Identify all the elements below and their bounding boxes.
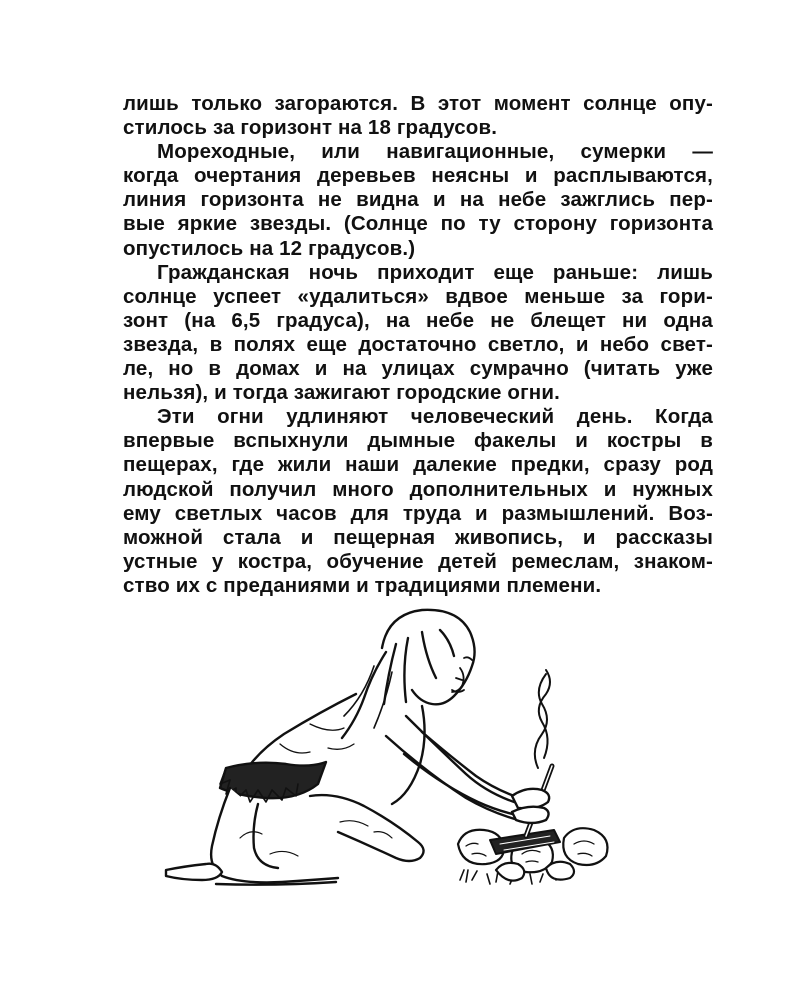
text-line: можной стала и пещерная живопись, и рассказы bbox=[123, 525, 713, 549]
text-line: устные у костра, обучение детей ремеслам, знаком- bbox=[123, 549, 713, 573]
text-line: впервые вспыхнули дымные факелы и костры в bbox=[123, 429, 713, 453]
text-line: нельзя), и тогда зажигают городские огни. bbox=[123, 381, 560, 405]
text-line: солнце успеет «удалиться» вдвое меньше за гори- bbox=[123, 284, 713, 308]
text-line: ле, но в домах и на улицах сумрачно (читать уже bbox=[123, 357, 713, 381]
text-line: ство их с преданиями и традициями племени. bbox=[123, 573, 602, 597]
caveman-making-fire-illustration bbox=[160, 608, 640, 898]
text-line: звезда, в полях еще достаточно светло, и небо свет- bbox=[123, 332, 713, 356]
text-line: людской получил много дополнительных и нужных bbox=[123, 477, 713, 501]
text-line: стилось за горизонт на 18 градусов. bbox=[123, 116, 498, 140]
text-line: когда очертания деревьев неясны и расплываются, bbox=[123, 164, 713, 188]
body-text bbox=[123, 92, 713, 598]
text-line: линия горизонта не видна и на небе зажглись пер- bbox=[123, 188, 713, 212]
text-line: вые яркие звезды. (Солнце по ту сторону горизонта bbox=[123, 212, 713, 236]
text-line: опустилось на 12 градусов.) bbox=[123, 236, 416, 260]
text-line: зонт (на 6,5 градуса), на небе не блещет ни одна bbox=[123, 308, 713, 332]
text-line: лишь только загораются. В этот момент солнце опу- bbox=[123, 92, 713, 115]
paragraph-start-line: Эти огни удлиняют человеческий день. Когда bbox=[157, 405, 713, 429]
paragraph-start-line: Гражданская ночь приходит еще раньше: лишь bbox=[157, 260, 713, 284]
text-line: ему светлых часов для труда и размышлений. Воз- bbox=[123, 501, 713, 525]
paragraph-start-line: Мореходные, или навигационные, сумерки — bbox=[157, 140, 713, 164]
smoke-icon bbox=[535, 670, 550, 768]
text-line: пещерах, где жили наши далекие предки, сразу род bbox=[123, 453, 713, 477]
